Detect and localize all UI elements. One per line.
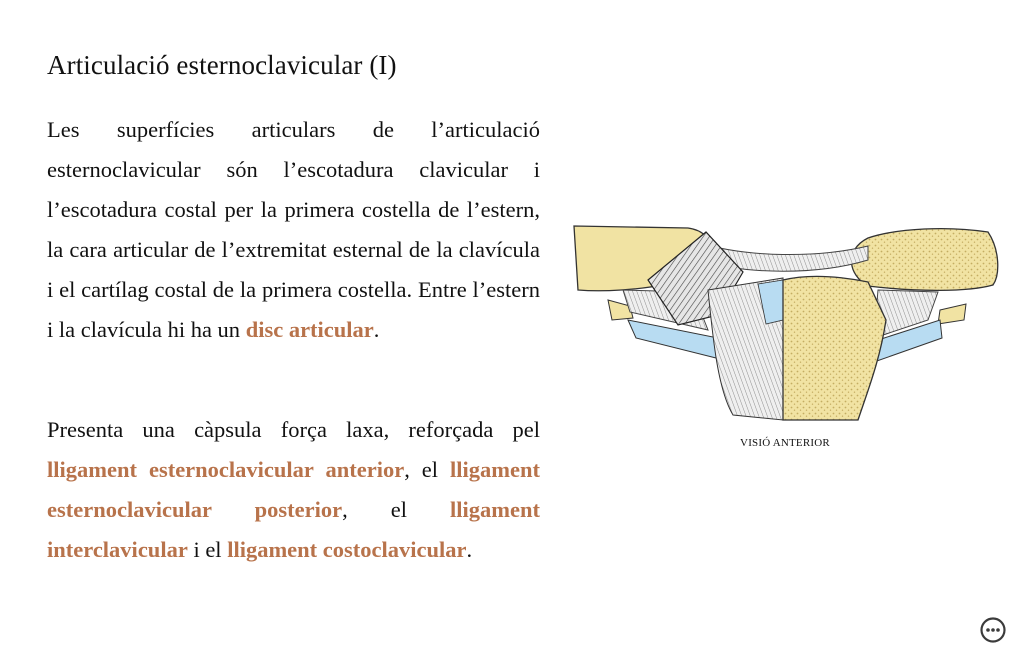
paragraph-text: Les superfícies articulars de l’articulació esternoclavicular són l’escotadura clavicular i l’escotadura costal per la primera costella de l’estern, la cara articular de l’extremitat esternal de la clavícula i el cartílag costal de la primera costella. Entre l’estern i la clavícula hi ha un — [47, 117, 540, 342]
more-options-button[interactable] — [979, 616, 1007, 644]
sternoclavicular-joint-illustration — [568, 220, 1004, 460]
term-anterior-ligament[interactable]: lligament esternoclavicular anterior — [47, 457, 405, 482]
term-costoclavicular-ligament[interactable]: lligament costoclavicular — [227, 537, 467, 562]
right-clavicle — [851, 229, 997, 291]
separator: , el — [404, 457, 450, 482]
paragraph-capsule — [47, 410, 540, 570]
right-first-rib — [938, 304, 966, 324]
paragraph-articular-surfaces — [47, 110, 540, 350]
sternum — [783, 276, 886, 420]
paragraph-end: . — [373, 317, 380, 342]
paragraph-end: . — [466, 537, 473, 562]
term-interclavicular-ligament[interactable]: lligament interclavicular — [47, 497, 540, 562]
separator: i el — [187, 537, 228, 562]
figure-caption: VISIÓ ANTERIOR — [740, 437, 830, 449]
term-disc-articular[interactable]: disc articular — [245, 317, 374, 342]
separator: , el — [342, 497, 450, 522]
page-title: Articulació esternoclavicular (I) — [47, 50, 397, 80]
more-options-icon — [979, 616, 1007, 644]
paragraph-text: Presenta una càpsula força laxa, reforçada pel — [47, 417, 540, 442]
term-posterior-ligament[interactable]: lligament esternoclavicular posterior — [47, 457, 540, 522]
